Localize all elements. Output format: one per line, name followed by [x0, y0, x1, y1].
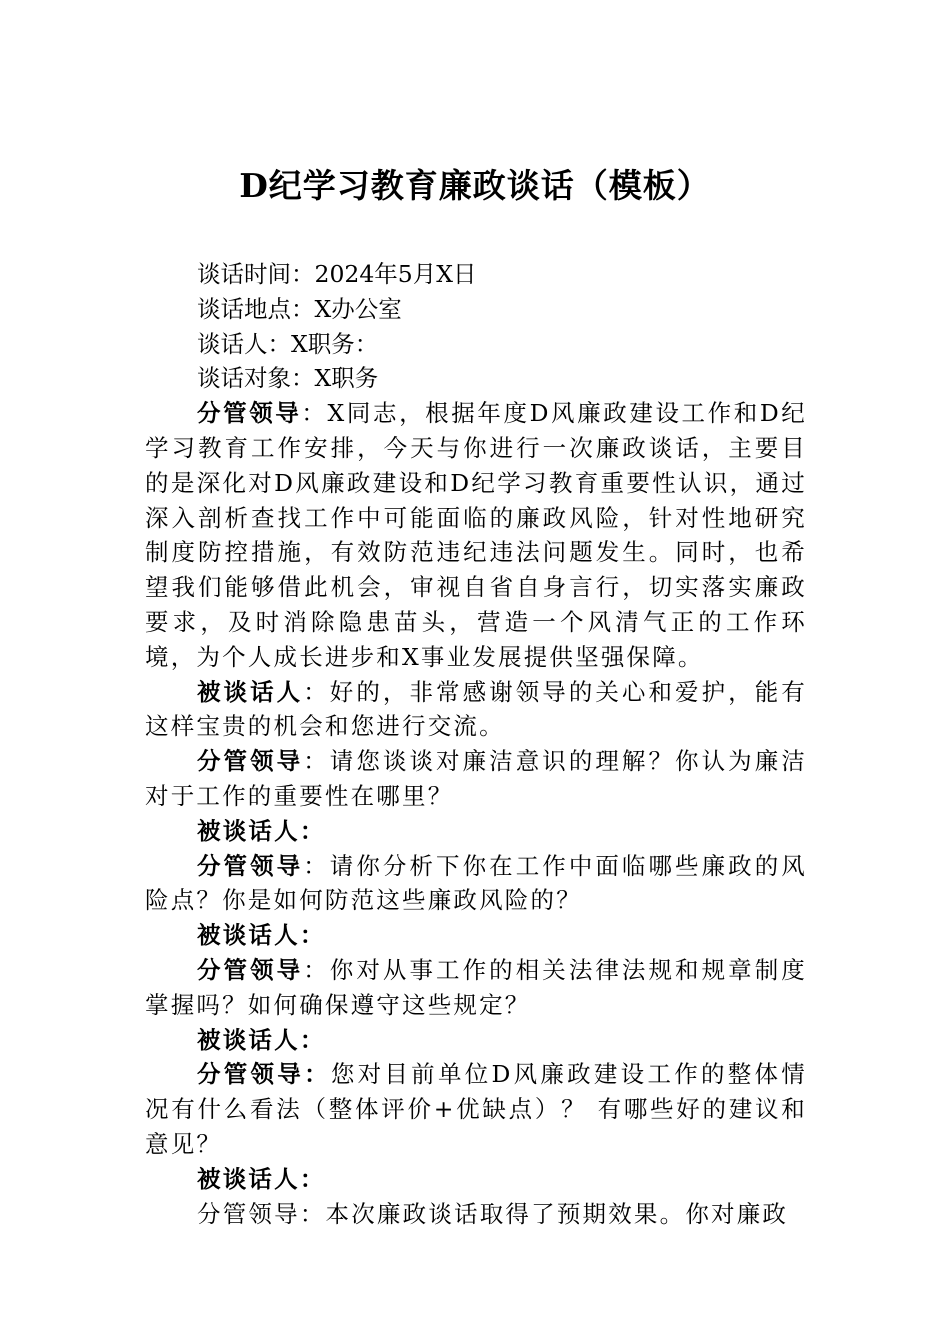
dialogue-text: 你对从事工作的相关法律法规和规章制度掌握吗？如何确保遵守这些规定？: [145, 955, 807, 1019]
document-title: D纪学习教育廉政谈话（模板）: [239, 166, 711, 205]
speaker-name: 被谈话人: [197, 816, 300, 845]
speaker-name: 分管领导: [197, 1060, 305, 1089]
dialogue-paragraph: [145, 675, 807, 745]
meta-speaker-value: X职务：: [291, 329, 379, 358]
speaker-separator: ：: [303, 851, 330, 880]
dialogue-paragraph: [145, 953, 807, 1023]
dialogue-paragraph: [145, 1057, 807, 1161]
dialogue-paragraph: [145, 744, 807, 814]
dialogue-text: 本次廉政谈话取得了预期效果。你对廉政: [325, 1199, 789, 1228]
meta-speaker-label: 谈话人：: [197, 329, 291, 358]
speaker-separator: ：: [299, 1025, 326, 1054]
dialogue-paragraph: [145, 1023, 807, 1058]
meta-speaker: [145, 327, 807, 362]
closing-paragraph: [145, 1197, 807, 1232]
meta-time: [145, 257, 807, 292]
meta-location-label: 谈话地点：: [197, 294, 315, 323]
meta-time-label: 谈话时间：: [197, 260, 315, 288]
speaker-separator: ：: [299, 1199, 326, 1228]
speaker-name: 分管领导: [197, 399, 302, 428]
speaker-name: 被谈话人: [197, 921, 300, 950]
dialogue-text: 好的，非常感谢领导的关心和爱护，能有这样宝贵的机会和您进行交流。: [145, 677, 807, 741]
speaker-name: 分管领导: [197, 851, 304, 880]
dialogue-paragraph: [145, 396, 807, 674]
meta-subject-label: 谈话对象：: [197, 364, 315, 393]
speaker-separator: ：: [303, 747, 330, 776]
speaker-separator: ：: [299, 816, 326, 845]
speaker-name: 被谈话人: [197, 1164, 300, 1193]
dialogue-paragraph: [145, 918, 807, 953]
dialogue-paragraph: [145, 814, 807, 849]
speaker-separator: ：: [301, 399, 328, 428]
speaker-name: 分管领导: [197, 1199, 300, 1228]
meta-location: [145, 292, 807, 327]
speaker-separator: ：: [303, 955, 330, 984]
speaker-separator: ：: [303, 677, 330, 706]
dialogue-text: X同志，根据年度D风廉政建设工作和D纪学习教育工作安排，今天与你进行一次廉政谈话，主要目的是深化对D风廉政建设和D纪学习教育重要性认识，通过深入剖析查找工作中可能面临的廉政风险，针对性地研究制度防控措施，有效防范违纪违法问题发生。同时，也希望我们能够借此机会，审视自省自身言行，切实落实廉政要求，及时消除隐患苗头，营造一个风清气正的工作环境，为个人成长进步和X事业发展提供坚强保障。: [145, 399, 807, 671]
meta-subject-value: X职务: [314, 364, 379, 393]
dialogue-paragraph: [145, 1162, 807, 1197]
speaker-name: 被谈话人: [197, 1025, 300, 1054]
dialogue-paragraph: [145, 849, 807, 919]
speaker-name: 分管领导: [197, 747, 304, 776]
speaker-name: 被谈话人: [197, 677, 304, 706]
dialogue-text: 您对目前单位D风廉政建设工作的整体情况有什么看法（整体评价+优缺点）？ 有哪些好的建议和意见？: [145, 1060, 807, 1158]
document-body: [145, 257, 807, 1231]
speaker-separator: ：: [299, 921, 326, 950]
speaker-separator: ：: [299, 1164, 326, 1193]
speaker-name: 分管领导: [197, 955, 304, 984]
meta-subject: [145, 361, 807, 396]
speaker-separator: ：: [304, 1060, 331, 1089]
meta-location-value: X办公室: [314, 294, 402, 323]
dialogue-text: 请你分析下你在工作中面临哪些廉政的风险点？你是如何防范这些廉政风险的？: [145, 851, 807, 915]
meta-time-value: 2024年5月X日: [314, 260, 477, 288]
dialogue-text: 请您谈谈对廉洁意识的理解？你认为廉洁对于工作的重要性在哪里？: [145, 747, 807, 810]
